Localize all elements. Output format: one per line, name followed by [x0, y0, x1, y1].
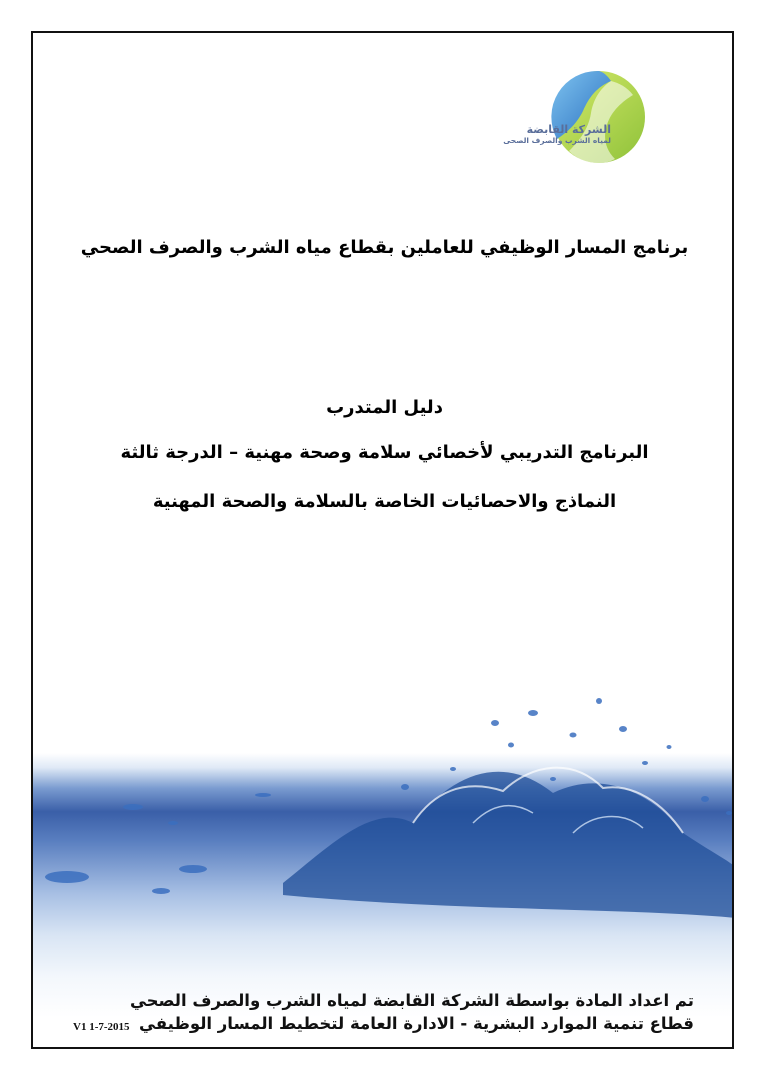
document-page	[31, 31, 734, 1049]
program-title: برنامج المسار الوظيفي للعاملين بقطاع مياه الشرب والصرف الصحي	[80, 237, 689, 258]
company-logo	[503, 65, 651, 175]
logo-company-name: الشركة القابضة	[526, 123, 611, 136]
version-tag: V1 1-7-2015	[73, 1021, 130, 1033]
training-program-title: البرنامج التدريبي لأخصائي سلامة وصحة مهنية – الدرجة ثالثة	[120, 442, 649, 463]
logo-text	[491, 123, 611, 146]
guide-title: دليل المتدرب	[326, 397, 443, 418]
footer-department: قطاع تنمية الموارد البشرية - الادارة العامة لتخطيط المسار الوظيفي	[139, 1014, 694, 1033]
footer-prepared-by: تم اعداد المادة بواسطة الشركة القابضة لمياه الشرب والصرف الصحي	[129, 991, 694, 1010]
logo-globe-icon	[511, 65, 651, 175]
logo-company-subtitle: لمياه الشرب والصرف الصحى	[503, 136, 611, 145]
forms-statistics-title: النماذج والاحصائيات الخاصة بالسلامة والصحة المهنية	[152, 491, 617, 512]
